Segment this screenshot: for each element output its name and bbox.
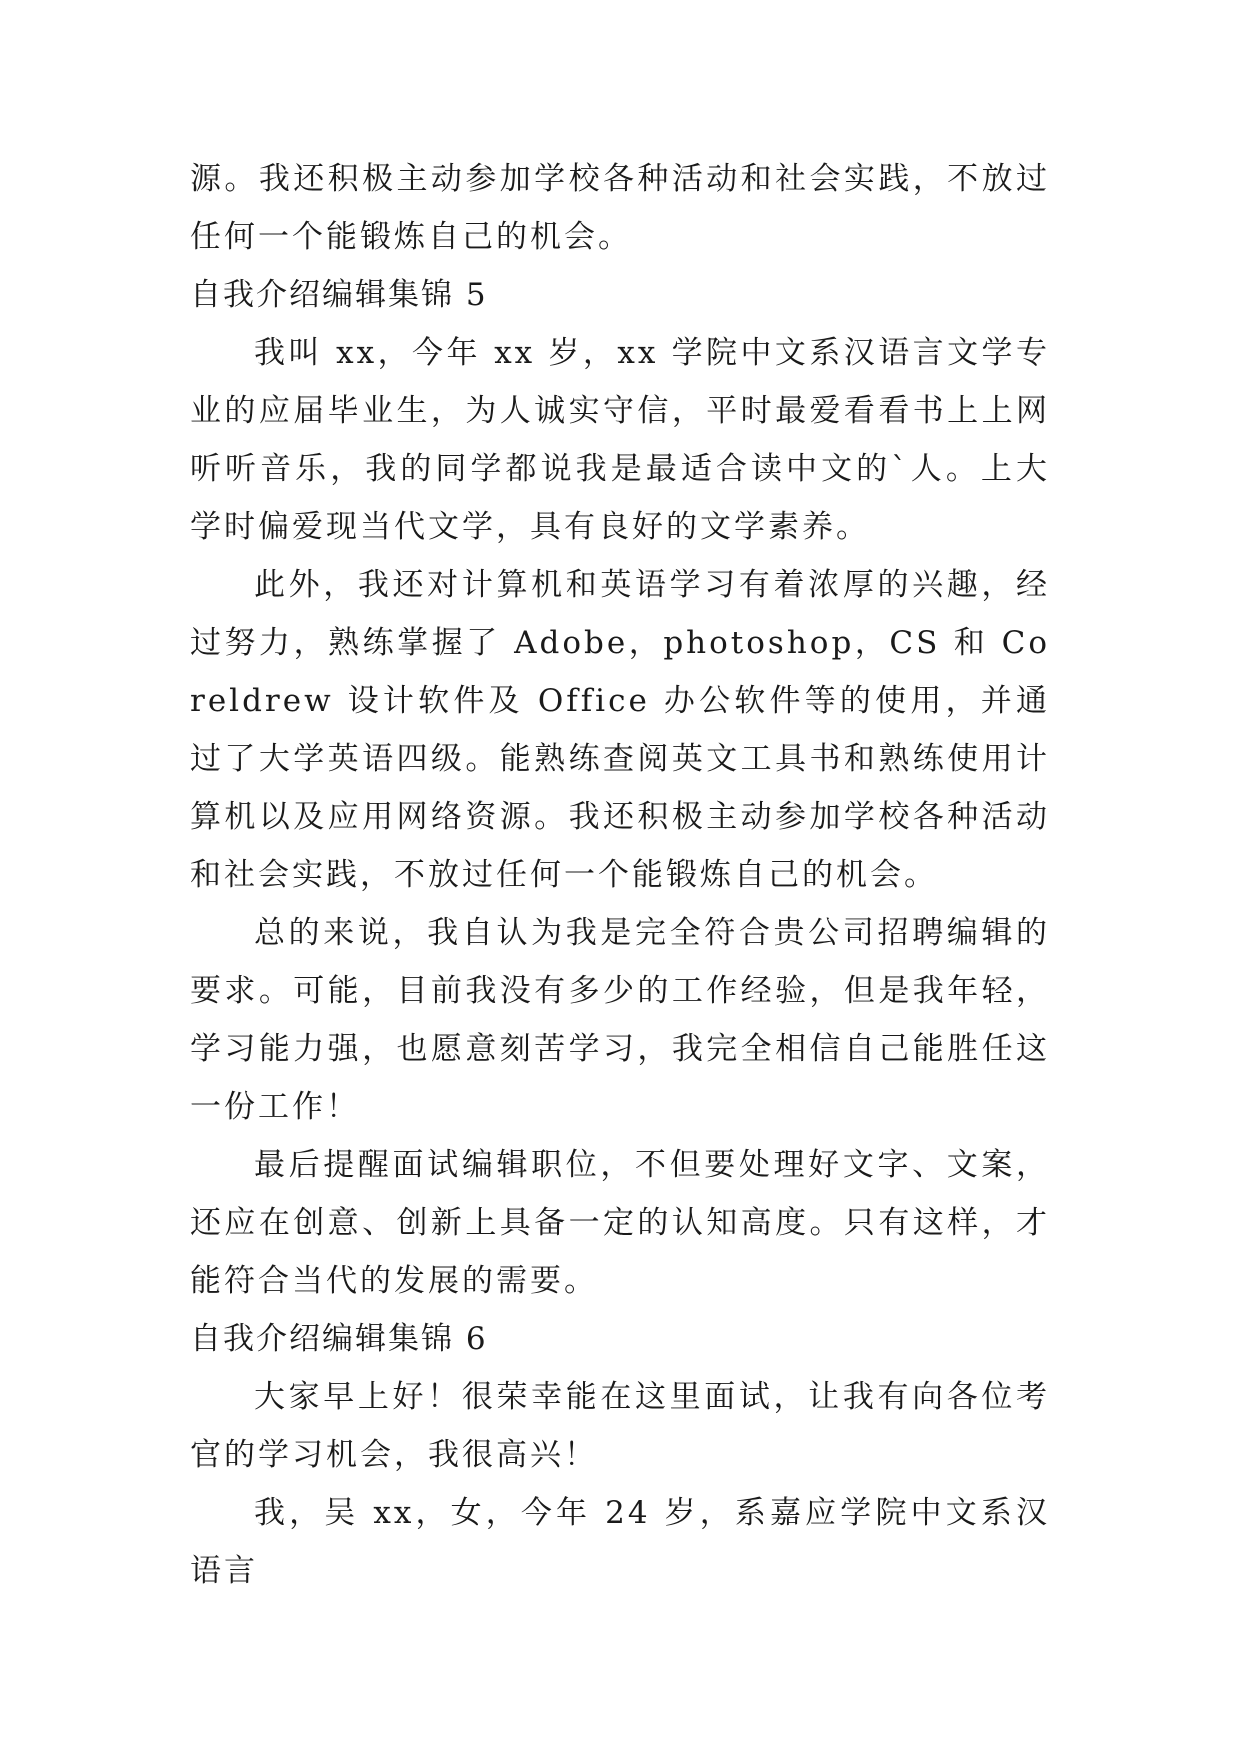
paragraph-tip-5: 最后提醒面试编辑职位，不但要处理好文字、文案，还应在创意、创新上具备一定的认知高度。只有这样，才能符合当代的发展的需要。 <box>190 1147 1050 1299</box>
section-heading-6: 自我介绍编辑集锦 6 <box>190 1321 488 1357</box>
paragraph-summary-5: 总的来说，我自认为我是完全符合贵公司招聘编辑的要求。可能，目前我没有多少的工作经验，但是我年轻，学习能力强，也愿意刻苦学习，我完全相信自己能胜任这一份工作！ <box>190 915 1050 1125</box>
paragraph-greeting-6: 大家早上好！很荣幸能在这里面试，让我有向各位考官的学习机会，我很高兴！ <box>190 1379 1050 1473</box>
paragraph-intro-5: 我叫 xx，今年 xx 岁，xx 学院中文系汉语言文学专业的应届毕业生，为人诚实守信，平时最爱看看书上上网听听音乐，我的同学都说我是最适合读中文的`人。上大学时偏爱现当代文学，具有良好的文学素养。 <box>190 335 1050 545</box>
section-heading-5: 自我介绍编辑集锦 5 <box>190 277 488 313</box>
paragraph-continuation: 源。我还积极主动参加学校各种活动和社会实践，不放过任何一个能锻炼自己的机会。 <box>190 161 1050 255</box>
document-body <box>190 150 1050 1600</box>
paragraph-intro-6: 我，吴 xx，女，今年 24 岁，系嘉应学院中文系汉语言 <box>190 1495 1050 1589</box>
paragraph-skills-5: 此外，我还对计算机和英语学习有着浓厚的兴趣，经过努力，熟练掌握了 Adobe，photoshop，CS 和 Coreldrew 设计软件及 Office 办公软件等的使用，并通过了大学英语四级。能熟练查阅英文工具书和熟练使用计算机以及应用网络资源。我还积极主动参加学校各种活动和社会实践，不放过任何一个能锻炼自己的机会。 <box>190 567 1050 893</box>
